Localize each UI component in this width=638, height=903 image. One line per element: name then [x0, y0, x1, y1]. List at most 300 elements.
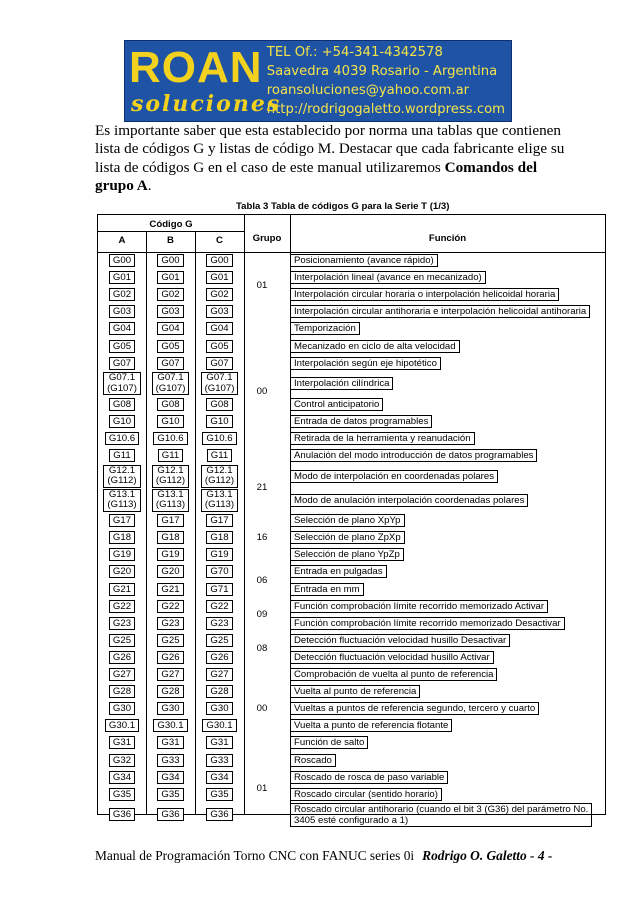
code-value: G02 — [157, 288, 183, 301]
code-value: G30.1 — [153, 719, 187, 732]
code-cell-a — [98, 413, 146, 430]
function-text: Comprobación de vuelta al punto de referencia — [290, 668, 497, 681]
table-row — [98, 320, 605, 337]
code-cell-c — [195, 252, 244, 269]
code-value: G27 — [109, 668, 135, 681]
code-cell-c — [195, 683, 244, 700]
group-label: 06 — [256, 574, 268, 586]
code-cell-c — [195, 563, 244, 580]
code-cell-a — [98, 563, 146, 580]
code-value: G28 — [206, 685, 232, 698]
code-cell-a — [98, 717, 146, 734]
table-row — [98, 372, 605, 396]
code-cell-c — [195, 303, 244, 320]
code-value: G28 — [157, 685, 183, 698]
code-value: G25 — [157, 634, 183, 647]
code-value: G22 — [206, 600, 232, 613]
code-cell-a — [98, 355, 146, 372]
code-cell-a — [98, 615, 146, 632]
code-cell-b — [146, 303, 195, 320]
function-cell — [290, 615, 603, 632]
logo-phone: TEL Of.: +54-341-4342578 — [266, 45, 443, 60]
code-value: G07 — [109, 357, 135, 370]
code-value: G12.1 (G112) — [103, 465, 140, 488]
function-text: Selección de plano YpZp — [290, 548, 404, 561]
function-cell — [290, 447, 603, 464]
table-row — [98, 413, 605, 430]
function-text: Función comprobación límite recorrido memorizado Activar — [290, 600, 548, 613]
function-cell — [290, 581, 603, 598]
code-value: G11 — [207, 449, 232, 462]
code-value: G13.1 (G113) — [103, 489, 140, 512]
table-row — [98, 563, 605, 580]
code-value: G05 — [206, 340, 232, 353]
function-cell — [290, 734, 603, 751]
group-label: 01 — [256, 783, 268, 795]
code-value: G07 — [157, 357, 183, 370]
code-cell-c — [195, 546, 244, 563]
function-cell — [290, 488, 603, 512]
table-row — [98, 447, 605, 464]
code-cell-b — [146, 372, 195, 396]
table-row — [98, 803, 605, 827]
code-cell-a — [98, 464, 146, 488]
function-cell — [290, 529, 603, 546]
code-value: G35 — [157, 788, 183, 801]
code-value: G04 — [206, 322, 232, 335]
function-cell — [290, 666, 603, 683]
code-value: G32 — [109, 754, 135, 767]
code-value: G27 — [157, 668, 183, 681]
code-cell-a — [98, 649, 146, 666]
function-cell — [290, 598, 603, 615]
code-value: G17 — [206, 514, 232, 527]
group-label: 09 — [256, 608, 268, 620]
code-value: G30.1 — [202, 719, 236, 732]
function-text: Detección fluctuación velocidad husillo Activar — [290, 651, 494, 664]
code-cell-c — [195, 286, 244, 303]
code-cell-a — [98, 286, 146, 303]
code-value: G08 — [109, 398, 135, 411]
code-cell-c — [195, 413, 244, 430]
code-value: G05 — [109, 340, 135, 353]
code-value: G11 — [158, 449, 183, 462]
code-value: G36 — [109, 808, 135, 821]
function-text: Detección fluctuación velocidad husillo Desactivar — [290, 634, 510, 647]
code-value: G22 — [109, 600, 135, 613]
code-cell-c — [195, 717, 244, 734]
code-value: G05 — [157, 340, 183, 353]
code-value: G34 — [206, 771, 232, 784]
header-divider — [98, 231, 244, 232]
code-cell-c — [195, 632, 244, 649]
code-cell-c — [195, 372, 244, 396]
code-cell-a — [98, 598, 146, 615]
table-row — [98, 649, 605, 666]
code-value: G31 — [206, 736, 232, 749]
function-cell — [290, 430, 603, 447]
code-cell-c — [195, 396, 244, 413]
table-row — [98, 717, 605, 734]
function-text: Modo de anulación interpolación coordenadas polares — [290, 494, 528, 507]
function-text: Posicionamiento (avance rápido) — [290, 254, 438, 267]
code-cell-a — [98, 320, 146, 337]
code-value: G01 — [206, 271, 232, 284]
code-cell-a — [98, 666, 146, 683]
footer-title: Manual de Programación Torno CNC con FANUC series 0i — [95, 848, 415, 863]
function-text: Entrada en mm — [290, 583, 364, 596]
function-text: Control anticipatorio — [290, 398, 383, 411]
code-cell-c — [195, 464, 244, 488]
function-cell — [290, 286, 603, 303]
code-value: G23 — [109, 617, 135, 630]
function-text: Selección de plano ZpXp — [290, 531, 405, 544]
function-cell — [290, 464, 603, 488]
code-value: G23 — [206, 617, 232, 630]
code-cell-b — [146, 786, 195, 803]
code-value: G27 — [206, 668, 232, 681]
header-grupo: Grupo — [252, 233, 282, 244]
code-value: G03 — [157, 305, 183, 318]
intro-end: . — [147, 177, 152, 195]
group-label: 21 — [256, 482, 268, 494]
code-value: G34 — [109, 771, 135, 784]
code-value: G10.6 — [202, 432, 236, 445]
code-cell-a — [98, 529, 146, 546]
function-cell — [290, 338, 603, 355]
code-cell-b — [146, 338, 195, 355]
code-cell-b — [146, 666, 195, 683]
table-row — [98, 752, 605, 769]
code-value: G26 — [157, 651, 183, 664]
code-value: G01 — [157, 271, 183, 284]
code-value: G10 — [206, 415, 232, 428]
company-logo — [124, 40, 512, 122]
function-text: Entrada de datos programables — [290, 415, 432, 428]
logo-brand-block — [125, 41, 282, 121]
table-row — [98, 303, 605, 320]
code-cell-b — [146, 615, 195, 632]
header-col-a: A — [118, 235, 126, 246]
code-value: G19 — [109, 548, 135, 561]
code-cell-a — [98, 512, 146, 529]
code-cell-b — [146, 649, 195, 666]
function-text: Roscado circular (sentido horario) — [290, 788, 442, 801]
code-value: G08 — [157, 398, 183, 411]
function-cell — [290, 372, 603, 396]
function-text: Función comprobación límite recorrido memorizado Desactivar — [290, 617, 565, 630]
code-cell-a — [98, 546, 146, 563]
table-row — [98, 546, 605, 563]
code-value: G22 — [157, 600, 183, 613]
intro-bold: Comandos del grupo A — [95, 158, 538, 195]
function-text: Mecanizado en ciclo de alta velocidad — [290, 340, 460, 353]
code-value: G02 — [109, 288, 135, 301]
code-value: G30 — [206, 702, 232, 715]
header-col-b: B — [167, 235, 174, 246]
code-value: G08 — [206, 398, 232, 411]
code-value: G23 — [157, 617, 183, 630]
table-row — [98, 488, 605, 512]
table-row — [98, 769, 605, 786]
code-cell-b — [146, 546, 195, 563]
function-cell — [290, 649, 603, 666]
code-value: G00 — [109, 254, 135, 267]
code-value: G25 — [109, 634, 135, 647]
code-value: G07.1 (G107) — [103, 372, 141, 395]
code-cell-a — [98, 430, 146, 447]
footer-author: Rodrigo O. Galetto - 4 - — [422, 848, 553, 863]
code-cell-b — [146, 464, 195, 488]
header-codigo: Código G — [149, 219, 193, 230]
logo-subbrand: soluciones — [131, 91, 282, 117]
code-cell-a — [98, 372, 146, 396]
function-text: Interpolación circular antihoraria e interpolación helicoidal antihoraria — [290, 305, 590, 318]
code-value: G30.1 — [105, 719, 139, 732]
table-row — [98, 734, 605, 751]
code-cell-b — [146, 355, 195, 372]
code-cell-a — [98, 303, 146, 320]
function-text: Selección de plano XpYp — [290, 514, 405, 527]
function-text: Retirada de la herramienta y reanudación — [290, 432, 475, 445]
code-value: G21 — [109, 583, 135, 596]
table-row — [98, 430, 605, 447]
code-cell-c — [195, 447, 244, 464]
code-cell-c — [195, 488, 244, 512]
code-cell-c — [195, 338, 244, 355]
code-cell-a — [98, 803, 146, 827]
code-value: G30 — [157, 702, 183, 715]
code-value: G11 — [109, 449, 134, 462]
code-cell-b — [146, 252, 195, 269]
code-cell-a — [98, 252, 146, 269]
code-value: G25 — [206, 634, 232, 647]
code-cell-c — [195, 355, 244, 372]
code-cell-a — [98, 269, 146, 286]
function-cell — [290, 355, 603, 372]
code-cell-c — [195, 734, 244, 751]
code-cell-a — [98, 786, 146, 803]
function-text: Entrada en pulgadas — [290, 565, 387, 578]
code-cell-b — [146, 581, 195, 598]
code-value: G10.6 — [105, 432, 139, 445]
code-cell-c — [195, 615, 244, 632]
code-cell-c — [195, 752, 244, 769]
code-value: G13.1 (G113) — [201, 489, 238, 512]
code-cell-c — [195, 430, 244, 447]
code-value: G03 — [109, 305, 135, 318]
code-cell-b — [146, 717, 195, 734]
code-value: G13.1 (G113) — [152, 489, 189, 512]
table-row — [98, 464, 605, 488]
code-cell-c — [195, 581, 244, 598]
function-cell — [290, 717, 603, 734]
function-cell — [290, 786, 603, 803]
code-cell-c — [195, 666, 244, 683]
code-cell-b — [146, 700, 195, 717]
function-cell — [290, 546, 603, 563]
table-row — [98, 286, 605, 303]
table-row — [98, 512, 605, 529]
code-value: G20 — [157, 565, 183, 578]
logo-contact — [259, 41, 511, 121]
logo-email: roansoluciones@yahoo.com.ar — [266, 83, 470, 98]
code-cell-b — [146, 803, 195, 827]
page-footer — [95, 848, 552, 864]
table-row — [98, 598, 605, 615]
code-cell-a — [98, 488, 146, 512]
intro-paragraph — [95, 122, 565, 196]
code-cell-b — [146, 598, 195, 615]
function-cell — [290, 512, 603, 529]
function-cell — [290, 632, 603, 649]
group-label: 01 — [256, 280, 268, 292]
code-value: G01 — [109, 271, 135, 284]
function-text: Interpolación lineal (avance en mecanizado) — [290, 271, 486, 284]
code-value: G18 — [206, 531, 232, 544]
function-text: Interpolación circular horaria o interpolación helicoidal horaria — [290, 288, 559, 301]
code-value: G00 — [206, 254, 232, 267]
code-value: G33 — [206, 754, 232, 767]
group-label: 16 — [256, 531, 268, 543]
function-cell — [290, 563, 603, 580]
code-value: G31 — [157, 736, 183, 749]
code-value: G26 — [206, 651, 232, 664]
code-value: G18 — [109, 531, 135, 544]
code-value: G17 — [157, 514, 183, 527]
code-value: G07.1 (G107) — [152, 372, 190, 395]
function-text: Temporización — [290, 322, 360, 335]
function-text: Roscado circular antihorario (cuando el bit 3 (G36) del parámetro No. 3405 esté configurado a 1) — [290, 803, 592, 827]
table-row — [98, 666, 605, 683]
code-cell-b — [146, 269, 195, 286]
function-text: Modo de interpolación en coordenadas polares — [290, 470, 498, 483]
code-value: G12.1 (G112) — [152, 465, 189, 488]
function-cell — [290, 252, 603, 269]
code-cell-a — [98, 581, 146, 598]
function-text: Vuelta a punto de referencia flotante — [290, 719, 452, 732]
function-cell — [290, 269, 603, 286]
code-value: G34 — [157, 771, 183, 784]
code-cell-b — [146, 769, 195, 786]
code-value: G04 — [109, 322, 135, 335]
table-row — [98, 252, 605, 269]
code-cell-b — [146, 430, 195, 447]
code-value: G33 — [157, 754, 183, 767]
code-cell-b — [146, 488, 195, 512]
table-row — [98, 269, 605, 286]
code-value: G03 — [206, 305, 232, 318]
code-value: G21 — [157, 583, 183, 596]
code-value: G28 — [109, 685, 135, 698]
code-cell-a — [98, 700, 146, 717]
code-value: G18 — [157, 531, 183, 544]
code-cell-b — [146, 447, 195, 464]
code-cell-a — [98, 769, 146, 786]
code-cell-b — [146, 734, 195, 751]
code-cell-c — [195, 786, 244, 803]
code-value: G36 — [206, 808, 232, 821]
function-cell — [290, 752, 603, 769]
function-text: Vuelta al punto de referencia — [290, 685, 420, 698]
code-value: G07 — [206, 357, 232, 370]
header-col-c: C — [216, 235, 223, 246]
function-text: Vueltas a puntos de referencia segundo, tercero y cuarto — [290, 702, 539, 715]
code-cell-b — [146, 529, 195, 546]
table-row — [98, 786, 605, 803]
code-value: G07.1 (G107) — [201, 372, 239, 395]
code-cell-a — [98, 683, 146, 700]
table-row — [98, 683, 605, 700]
function-cell — [290, 413, 603, 430]
function-text: Roscado de rosca de paso variable — [290, 771, 448, 784]
function-cell — [290, 396, 603, 413]
code-cell-c — [195, 649, 244, 666]
function-cell — [290, 803, 603, 827]
code-value: G10.6 — [153, 432, 187, 445]
function-cell — [290, 303, 603, 320]
code-cell-c — [195, 269, 244, 286]
code-value: G12.1 (G112) — [201, 465, 238, 488]
function-text: Función de salto — [290, 736, 368, 749]
code-cell-a — [98, 734, 146, 751]
code-value: G10 — [109, 415, 135, 428]
table-row — [98, 338, 605, 355]
code-value: G17 — [109, 514, 135, 527]
code-cell-b — [146, 563, 195, 580]
code-value: G19 — [206, 548, 232, 561]
code-value: G70 — [206, 565, 232, 578]
code-value: G35 — [109, 788, 135, 801]
code-cell-c — [195, 700, 244, 717]
function-cell — [290, 700, 603, 717]
code-cell-c — [195, 769, 244, 786]
code-cell-c — [195, 803, 244, 827]
function-text: Roscado — [290, 754, 336, 767]
group-label: 08 — [256, 642, 268, 654]
table-row — [98, 396, 605, 413]
code-cell-c — [195, 512, 244, 529]
code-value: G36 — [157, 808, 183, 821]
code-cell-c — [195, 529, 244, 546]
function-text: Interpolación según eje hipotético — [290, 357, 441, 370]
function-cell — [290, 683, 603, 700]
code-value: G71 — [206, 583, 232, 596]
function-cell — [290, 769, 603, 786]
code-value: G00 — [157, 254, 183, 267]
code-cell-a — [98, 632, 146, 649]
table-row — [98, 355, 605, 372]
header-funcion: Función — [428, 233, 467, 244]
logo-website: http://rodrigogaletto.wordpress.com — [266, 102, 505, 117]
code-value: G02 — [206, 288, 232, 301]
table-row — [98, 632, 605, 649]
code-cell-a — [98, 752, 146, 769]
code-cell-b — [146, 752, 195, 769]
code-cell-b — [146, 396, 195, 413]
table-title: Tabla 3 Tabla de códigos G para la Serie T (1/3) — [236, 201, 450, 212]
table-row — [98, 700, 605, 717]
function-cell — [290, 320, 603, 337]
code-cell-c — [195, 320, 244, 337]
table-row — [98, 529, 605, 546]
table-row — [98, 615, 605, 632]
code-value: G19 — [157, 548, 183, 561]
group-label: 00 — [256, 702, 268, 714]
intro-text: Es importante saber que esta establecido por norma una tablas que contienen lista de códigos G y listas de código M. Destacar que cada fabricante elige su lista de códigos G en el caso de este manual utilizaremos — [95, 122, 565, 176]
code-value: G10 — [157, 415, 183, 428]
function-text: Anulación del modo introducción de datos programables — [290, 449, 537, 462]
